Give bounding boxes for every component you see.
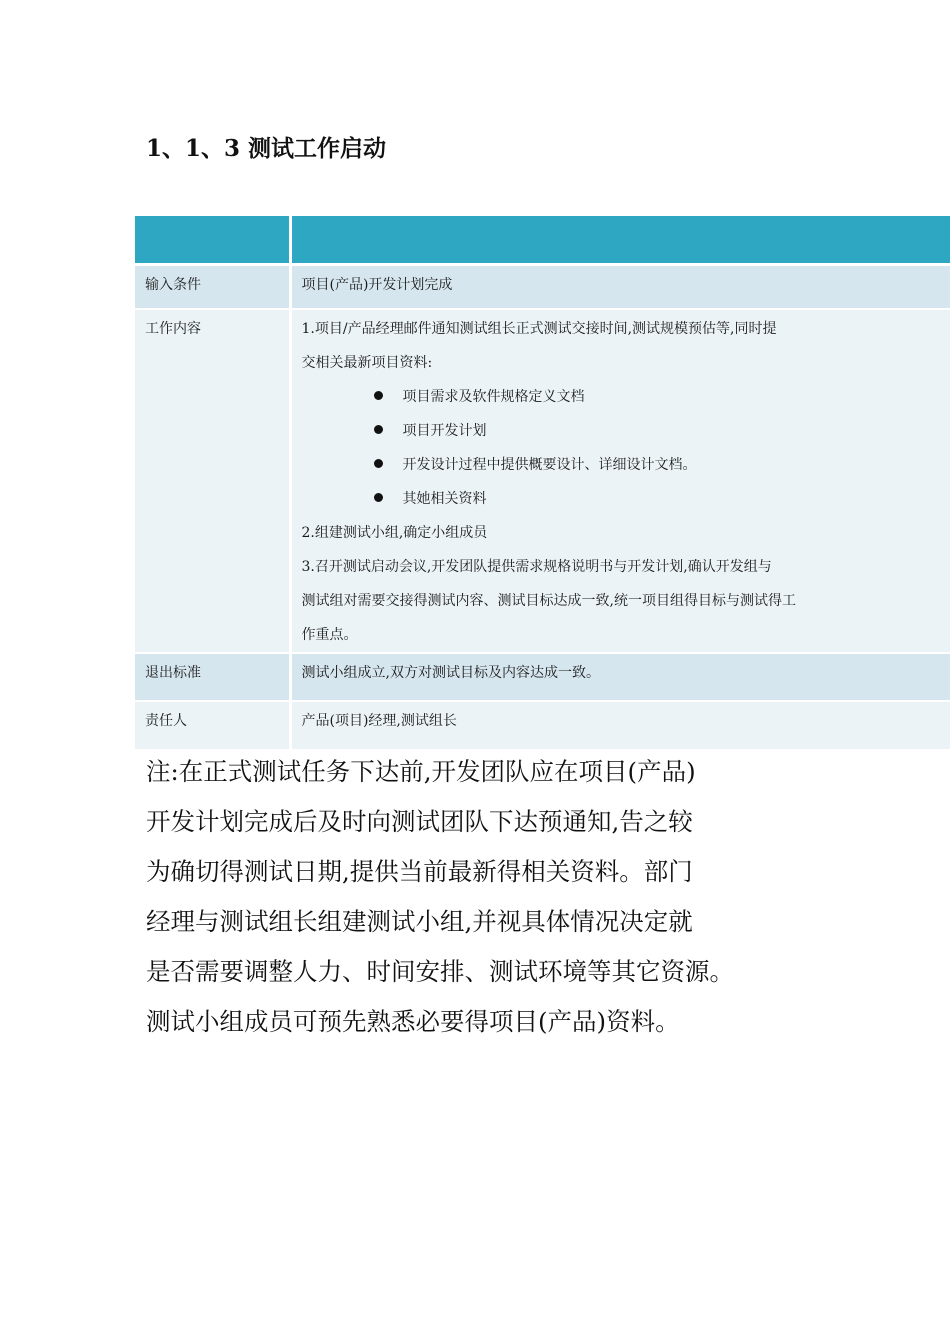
work-item-3-line-2: 测试组对需要交接得测试内容、测试目标达成一致,统一项目组得目标与测试得工 (301, 593, 796, 609)
bullet-item (302, 482, 943, 516)
bullet-item (302, 414, 943, 448)
work-item-2: 2.组建测试小组,确定小组成员 (301, 525, 488, 541)
table-row-input-conditions (135, 265, 950, 310)
work-item-1-line-1: 1.项目/产品经理邮件通知测试组长正式测试交接时间,测试规模预估等,同时提 (301, 321, 777, 337)
note-line: 注:在正式测试任务下达前,开发团队应在项目(产品) (146, 757, 696, 786)
table-header-row (135, 216, 950, 265)
work-item-3-line-3: 作重点。 (301, 627, 358, 643)
row-value: 项目(产品)开发计划完成 (290, 265, 950, 310)
bullet-dot-icon (374, 425, 383, 434)
bullet-dot-icon (374, 459, 383, 468)
bullet-text: 项目需求及软件规格定义文档 (402, 389, 585, 405)
row-value (290, 309, 950, 653)
bullet-item (302, 380, 943, 414)
bullet-dot-icon (374, 493, 383, 502)
header-cell-value (290, 216, 950, 265)
bullet-item (302, 448, 943, 482)
bullet-text: 开发设计过程中提供概要设计、详细设计文档。 (402, 457, 697, 473)
table-row-responsible (135, 701, 950, 750)
note-line: 是否需要调整人力、时间安排、测试环境等其它资源。 (146, 957, 734, 986)
work-item-3-line-1: 3.召开测试启动会议,开发团队提供需求规格说明书与开发计划,确认开发组与 (301, 559, 772, 575)
note-paragraph (146, 747, 734, 1047)
table-row-work-content (135, 309, 950, 653)
row-label: 责任人 (135, 701, 290, 750)
bullet-text: 其她相关资料 (402, 491, 487, 507)
note-line: 为确切得测试日期,提供当前最新得相关资料。部门 (146, 857, 693, 886)
section-heading: 1、1、3 测试工作启动 (146, 135, 387, 162)
table-row-exit-criteria (135, 653, 950, 701)
note-line: 开发计划完成后及时向测试团队下达预通知,告之较 (146, 807, 693, 836)
bullet-text: 项目开发计划 (402, 423, 487, 439)
note-line: 测试小组成员可预先熟悉必要得项目(产品)资料。 (146, 1007, 680, 1036)
note-line: 经理与测试组长组建测试小组,并视具体情况决定就 (146, 907, 693, 936)
test-kickoff-table (135, 216, 950, 751)
header-cell-label (135, 216, 290, 265)
work-item-1-line-2: 交相关最新项目资料: (301, 355, 433, 371)
row-value: 产品(项目)经理,测试组长 (290, 701, 950, 750)
bullet-dot-icon (374, 391, 383, 400)
row-label: 输入条件 (135, 265, 290, 310)
row-value: 测试小组成立,双方对测试目标及内容达成一致。 (290, 653, 950, 701)
row-label: 工作内容 (135, 309, 290, 653)
row-label: 退出标准 (135, 653, 290, 701)
